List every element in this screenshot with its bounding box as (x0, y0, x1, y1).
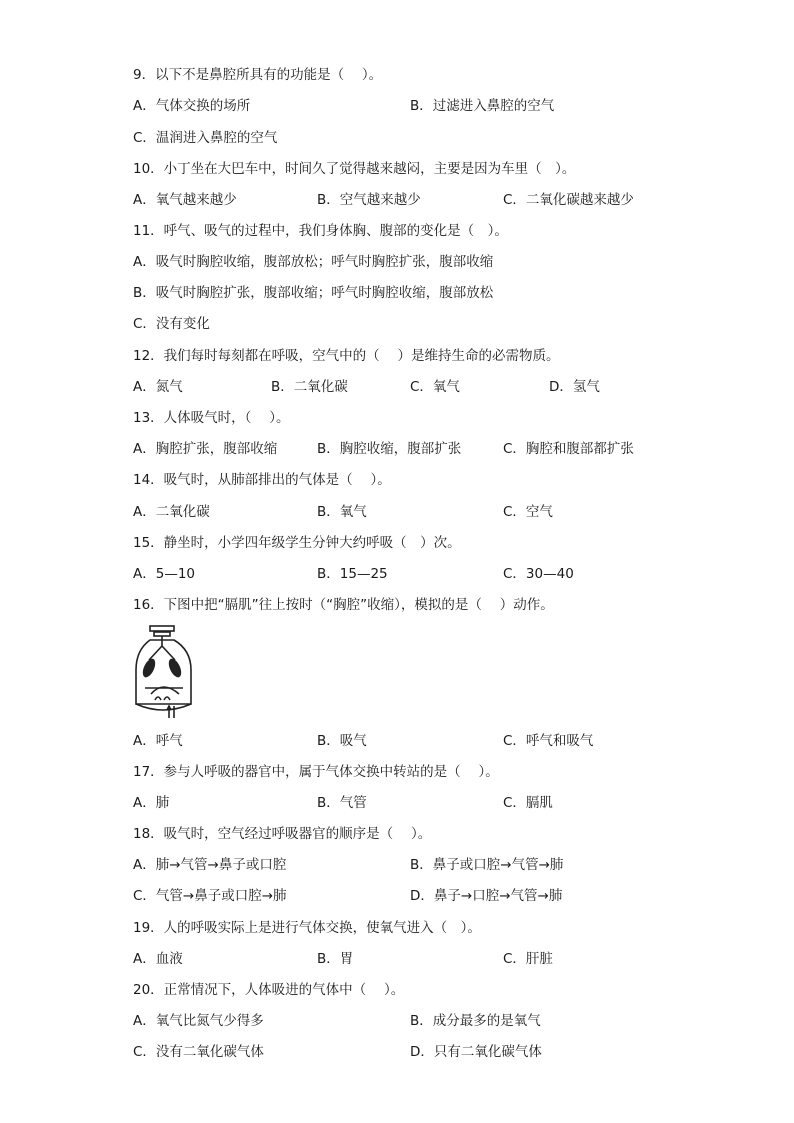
question-12-option-d: D．氢气 (549, 379, 600, 395)
question-11-option-c: C．没有变化 (133, 316, 210, 332)
question-10-stem: 10．小丁坐在大巴车中，时间久了觉得越来越闷，主要是因为车里（ ）。 (133, 161, 576, 177)
question-10-option-b: B．空气越来越少 (317, 192, 421, 208)
question-16-stem: 16．下图中把“膈肌”往上按时（“胸腔”收缩），模拟的是（ ）动作。 (133, 597, 554, 613)
question-11-option-a: A．吸气时胸腔收缩，腹部放松；呼气时胸腔扩张，腹部收缩 (133, 254, 494, 270)
question-19-stem: 19．人的呼吸实际上是进行气体交换，使氧气进入（ ）。 (133, 920, 481, 936)
question-9-option-a: A．气体交换的场所 (133, 98, 251, 114)
question-20-option-d: D．只有二氧化碳气体 (410, 1044, 542, 1060)
question-19-option-b: B．胃 (317, 951, 354, 967)
bell-jar-lung-model-icon (133, 624, 195, 720)
question-19-option-a: A．血液 (133, 951, 183, 967)
question-14-option-a: A．二氧化碳 (133, 504, 210, 520)
question-15-option-a: A．5—10 (133, 566, 196, 582)
question-17-stem: 17．参与人呼吸的器官中，属于气体交换中转站的是（ ）。 (133, 764, 499, 780)
question-14-option-b: B．氧气 (317, 504, 367, 520)
question-16-option-c: C．呼气和吸气 (503, 733, 594, 749)
question-13-option-a: A．胸腔扩张，腹部收缩 (133, 441, 278, 457)
question-11-option-b: B．吸气时胸腔扩张，腹部收缩；呼气时胸腔收缩，腹部放松 (133, 285, 494, 301)
question-18-option-d: D．鼻子→口腔→气管→肺 (410, 888, 563, 904)
question-16-option-b: B．吸气 (317, 733, 367, 749)
question-9-option-b: B．过滤进入鼻腔的空气 (410, 98, 555, 114)
question-17-option-b: B．气管 (317, 795, 367, 811)
question-12-option-c: C．氧气 (410, 379, 460, 395)
question-14-option-c: C．空气 (503, 504, 553, 520)
question-18-option-b: B．鼻子或口腔→气管→肺 (410, 857, 564, 873)
question-20-option-c: C．没有二氧化碳气体 (133, 1044, 264, 1060)
question-16-option-a: A．呼气 (133, 733, 183, 749)
question-18-stem: 18．吸气时，空气经过呼吸器官的顺序是（ ）。 (133, 826, 432, 842)
question-15-option-b: B．15—25 (317, 566, 388, 582)
question-15-option-c: C．30—40 (503, 566, 574, 582)
question-10-option-c: C．二氧化碳越来越少 (503, 192, 634, 208)
question-9-option-c: C．温润进入鼻腔的空气 (133, 130, 278, 146)
question-12-option-b: B．二氧化碳 (271, 379, 348, 395)
question-20-stem: 20．正常情况下，人体吸进的气体中（ ）。 (133, 982, 405, 998)
question-10-option-a: A．氧气越来越少 (133, 192, 237, 208)
question-13-stem: 13．人体吸气时，（ ）。 (133, 410, 290, 426)
question-17-option-a: A．肺 (133, 795, 170, 811)
question-15-stem: 15．静坐时，小学四年级学生分钟大约呼吸（ ）次。 (133, 535, 461, 551)
question-11-stem: 11．呼气、吸气的过程中，我们身体胸、腹部的变化是（ ）。 (133, 223, 508, 239)
question-13-option-c: C．胸腔和腹部都扩张 (503, 441, 634, 457)
question-17-option-c: C．膈肌 (503, 795, 553, 811)
question-20-option-a: A．氧气比氮气少得多 (133, 1013, 264, 1029)
question-19-option-c: C．肝脏 (503, 951, 553, 967)
question-18-option-a: A．肺→气管→鼻子或口腔 (133, 857, 287, 873)
question-18-option-c: C．气管→鼻子或口腔→肺 (133, 888, 287, 904)
question-20-option-b: B．成分最多的是氧气 (410, 1013, 541, 1029)
question-14-stem: 14．吸气时，从肺部排出的气体是（ ）。 (133, 472, 391, 488)
question-12-stem: 12．我们每时每刻都在呼吸，空气中的（ ）是维持生命的必需物质。 (133, 348, 560, 364)
question-12-option-a: A．氮气 (133, 379, 183, 395)
question-13-option-b: B．胸腔收缩，腹部扩张 (317, 441, 462, 457)
question-9-stem: 9．以下不是鼻腔所具有的功能是（ ）。 (133, 67, 383, 83)
